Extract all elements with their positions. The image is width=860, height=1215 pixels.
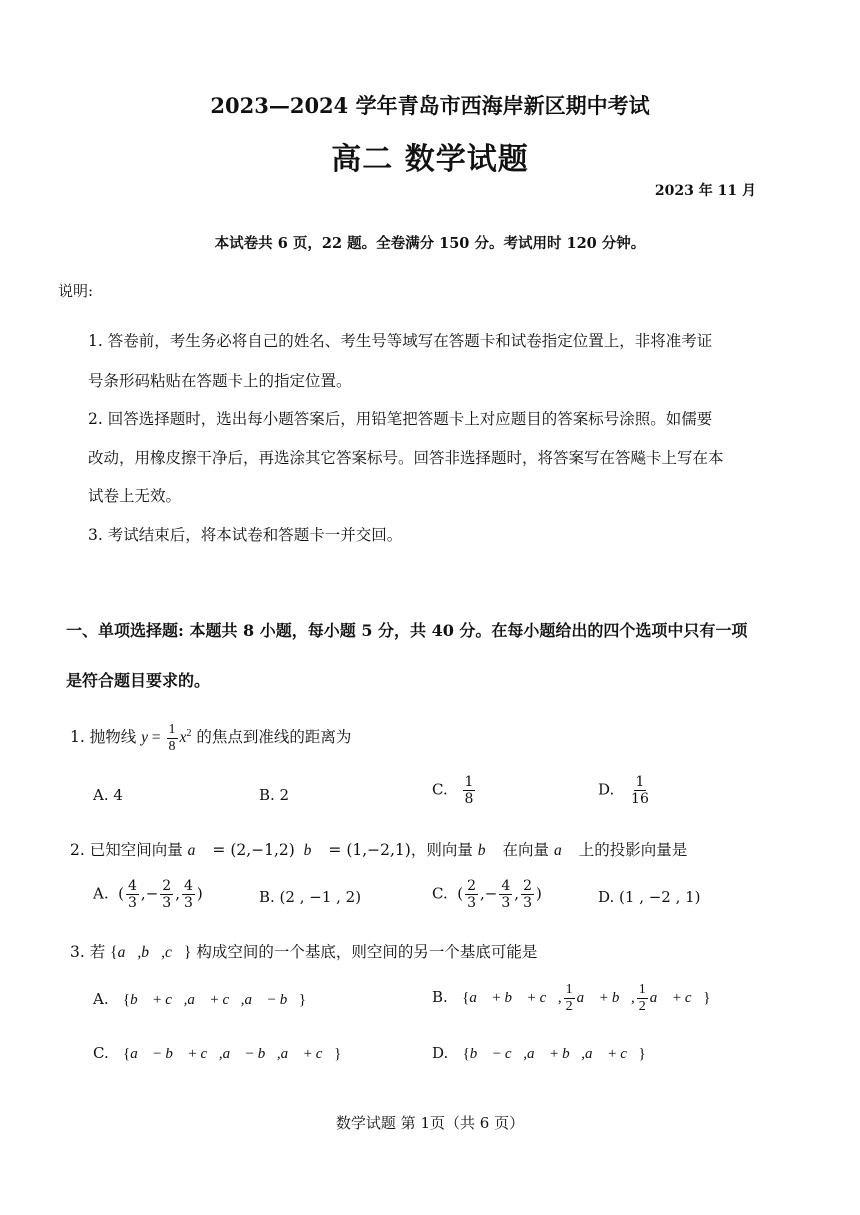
q3-option-c: C. {a⃗ − b⃗ + c⃗,a⃗ − b⃗,a⃗ + c⃗} xyxy=(93,1044,342,1062)
vector-a: a⃗ xyxy=(187,842,208,859)
question-2-mid2: 在向量 xyxy=(502,841,550,859)
question-2 xyxy=(70,838,687,860)
q3-option-c-label: C. xyxy=(93,1044,109,1062)
question-1 xyxy=(70,722,351,755)
question-3-prefix: 3. 若 xyxy=(70,943,106,961)
q1-option-a: A. 4 xyxy=(93,786,123,804)
q1-option-d: D. $\frac{1}{16}$ xyxy=(598,774,649,808)
q2-option-b: B. (2 , −1 , 2) xyxy=(259,888,362,906)
instruction-line: 3. 考试结束后，将本试卷和答题卡一并交回。 xyxy=(88,526,403,544)
section-heading: 一、单项选择题: 本题共 8 小题，每小题 5 分，共 40 分。在每小题给出的四个选项中只有一项 xyxy=(66,621,748,640)
question-1-formula: y = $\frac{1}{8}$ $x^2$ xyxy=(141,722,192,755)
question-1-suffix: 的焦点到准线的距离为 xyxy=(196,728,352,747)
q1-option-b: B. 2 xyxy=(259,786,290,804)
instructions-label: 说明: xyxy=(58,282,94,300)
instruction-line: 改动，用橡皮擦干净后，再选涂其它答案标号。回答非选择题时，将答案写在答飚卡上写在本 xyxy=(88,449,724,467)
question-1-prefix: 1. 抛物线 xyxy=(70,728,137,747)
instruction-line: 号条形码粘贴在答题卡上的指定位置。 xyxy=(88,372,352,390)
page-footer: 数学试题 第 1页（共 6 页） xyxy=(335,1114,525,1132)
q3-option-a-label: A. xyxy=(93,990,109,1008)
q2-option-c-label: C. xyxy=(432,884,448,903)
exam-subtitle: 高二 数学试题 xyxy=(331,142,529,177)
vector-a-ref: a⃗ xyxy=(554,842,574,859)
vector-b: b⃗ xyxy=(299,842,324,859)
instruction-line: 试卷上无效。 xyxy=(88,487,182,505)
vector-b-ref: b⃗ xyxy=(477,842,498,859)
exam-date: 2023 年 11 月 xyxy=(654,183,756,199)
q3-option-b: B. {a⃗ + b⃗ + c⃗, $\frac{1}{2}$ a⃗ + b⃗, $\frac{1}{2}$ a⃗ + c⃗} xyxy=(432,982,711,1015)
question-2-mid: ，则向量 xyxy=(410,841,473,859)
q3-option-a: A. {b⃗ + c⃗,a⃗ + c⃗,a⃗ − b⃗} xyxy=(93,990,307,1008)
vector-a-value: = (2,−1,2) xyxy=(212,841,295,859)
q2-option-a: A. ( $\frac{4}{3}$ ,− $\frac{2}{3}$ , $\frac{4}{3}$ ) xyxy=(93,878,203,912)
q1-option-d-label: D. xyxy=(598,780,615,799)
q3-option-d-label: D. xyxy=(432,1044,449,1062)
q3-option-b-label: B. xyxy=(432,988,448,1007)
q2-option-d: D. (1 , −2 , 1) xyxy=(598,888,701,906)
instruction-line: 1. 答卷前，考生务必将自己的姓名、考生号等域写在答题卡和试卷指定位置上，非将准考证 xyxy=(88,332,713,350)
q1-option-c: C. $\frac{1}{8}$ xyxy=(432,774,474,808)
q3-option-d: D. {b⃗ − c⃗,a⃗ + b⃗,a⃗ + c⃗} xyxy=(432,1044,646,1062)
question-2-suffix: 上的投影向量是 xyxy=(578,841,688,859)
basis-set: {a⃗,b⃗,c⃗} xyxy=(110,944,192,961)
q1-option-c-label: C. xyxy=(432,780,448,799)
q2-option-c: C. ( $\frac{2}{3}$ ,− $\frac{4}{3}$ , $\frac{2}{3}$ ) xyxy=(432,878,542,912)
exam-summary: 本试卷共 6 页，22 题。全卷满分 150 分。考试用时 120 分钟。 xyxy=(214,235,646,252)
vector-b-value: = (1,−2,1) xyxy=(328,841,411,859)
section-heading-cont: 是符合题目要求的。 xyxy=(66,671,211,690)
q2-option-a-label: A. xyxy=(93,884,109,903)
exam-title: 2023—2024 学年青岛市西海岸新区期中考试 xyxy=(210,93,650,118)
question-2-prefix: 2. 已知空间向量 xyxy=(70,841,183,859)
instruction-line: 2. 回答选择题时，选出每小题答案后，用铅笔把答题卡上对应题目的答案标号涂照。如儒要 xyxy=(88,410,713,428)
question-3-suffix: 构成空间的一个基底，则空间的另一个基底可能是 xyxy=(196,943,538,961)
question-3 xyxy=(70,940,537,962)
